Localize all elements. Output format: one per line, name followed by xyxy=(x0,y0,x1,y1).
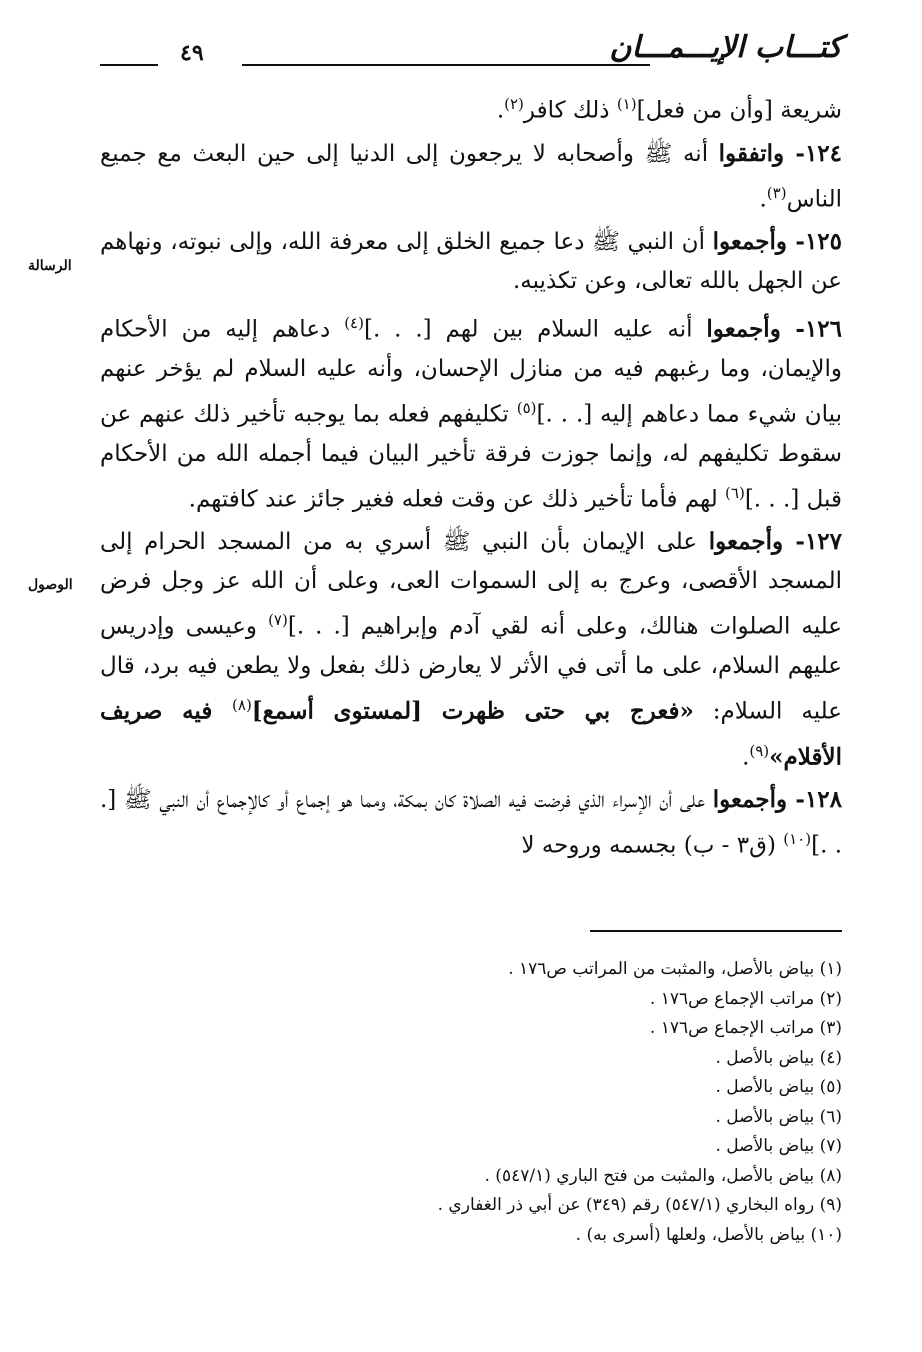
footnote-item: (٤) بياض بالأصل . xyxy=(715,1047,842,1068)
text-run: تكليفهم فعله بما يوجبه تأخير ذلك عنهم عن سقوط تكليفهم له، وإنما جوزت فرقة تأخير البيان فيما أجمله الله من الأحكام قبل [. . .] xyxy=(100,401,842,513)
paragraph-p124 xyxy=(100,134,842,220)
margin-note-wusul: الوصول xyxy=(28,577,73,593)
text-run: . xyxy=(742,744,750,771)
footnote-ref: (٥) xyxy=(516,398,537,417)
bold-run: «فعرج بي حتى ظهرت [لمستوى أسمع] xyxy=(251,697,694,725)
bold-run: ١٢٧- وأجمعوا xyxy=(708,528,843,556)
footnote-item: (٦) بياض بالأصل . xyxy=(715,1106,842,1127)
footnote-item: (٨) بياض بالأصل، والمثبت من فتح الباري (٥٤٧/١) . xyxy=(484,1165,842,1186)
bold-run: ١٢٥- وأجمعوا xyxy=(712,228,842,256)
book-title: كتـــاب الإيـــمـــان xyxy=(609,30,842,65)
footnote-item: (٥) بياض بالأصل . xyxy=(715,1077,842,1097)
footnote-ref: (١) xyxy=(616,95,637,113)
footnote-separator xyxy=(590,930,842,932)
footnote-item: (٩) رواه البخاري (٥٤٧/١) رقم (٣٤٩) عن أبي ذر الغفاري . xyxy=(437,1195,842,1215)
header-rule-short xyxy=(100,64,158,66)
bold-run: ١٢٦- وأجمعوا xyxy=(706,315,843,343)
text-run: دعاهم إليه من الأحكام والإيمان، وما رغبهم فيه من منازل الإحسان، وأنه عليه السلام لم يؤخر عنهم بيان شيء مما دعاهم إليه [. . .] xyxy=(100,316,842,428)
footnote-item: (٢) مراتب الإجماع ص١٧٦ . xyxy=(649,988,842,1009)
text-run: على الإيمان بأن النبي ﷺ أسري به من المسجد الحرام إلى المسجد الأقصى، وعرج به إلى السموات العى، وعلى أن الله عز وجل فرض عليه الصلوات هنالك، وعلى أنه لقي آدم وإبراهيم [. . .] xyxy=(100,529,843,640)
paragraph-p125 xyxy=(100,222,842,301)
text-run: أنه ﷺ وأصحابه لا يرجعون إلى الدنيا إلى حين البعث مع جميع الناس xyxy=(100,140,842,213)
footnote-item: (١٠) بياض بالأصل، ولعلها (أسرى به) . xyxy=(575,1224,842,1245)
footnote-ref: (٩) xyxy=(749,741,770,760)
footnote-ref: (٢) xyxy=(504,95,524,113)
text-run: على أن الإسراء الذي فرضت فيه الصلاة كان بمكة، ومما هو إجماع أو كالإجماع أن النبي ﷺ [. . .] xyxy=(100,787,842,859)
paragraph-p128 xyxy=(100,780,842,866)
footnote-ref: (٣) xyxy=(766,183,787,202)
text-run: أن النبي ﷺ دعا جميع الخلق إلى معرفة الله، وإلى نبوته، ونهاهم عن الجهل بالله تعالى، وعن تكذيبه. xyxy=(100,229,842,295)
footnote-item: (٣) مراتب الإجماع ص١٧٦ . xyxy=(649,1018,842,1038)
paragraph-p127 xyxy=(100,522,842,777)
bold-run: فيه صريف الأقلام» xyxy=(100,697,842,771)
text-run: لهم فأما تأخير ذلك عن وقت فعله فغير جائز عند كافتهم. xyxy=(188,486,726,513)
text-run: أنه عليه السلام بين لهم [. . .] xyxy=(363,316,707,343)
text-run: وعيسى وإدريس عليهم السلام، على ما أتى في الأثر لا يعارض ذلك بفعل ولا يطعن فيه برد، قال عليه السلام: xyxy=(100,613,842,725)
bold-run: ١٢٨- وأجمعوا xyxy=(712,786,842,814)
margin-note-risala: الرسالة xyxy=(28,258,72,274)
text-run: . xyxy=(759,186,767,213)
text-run: شريعة [وأن من فعل] xyxy=(636,97,842,124)
footnote-ref: (٧) xyxy=(268,611,288,630)
footnote-ref: (١٠) xyxy=(783,830,812,849)
running-header xyxy=(100,28,842,78)
text-run: ذلك كافر xyxy=(523,97,617,124)
footnote-ref: (٤) xyxy=(344,314,364,333)
text-run: (ق٣ - ب) بجسمه وروحه لا xyxy=(521,832,784,859)
footnote-ref: (٦) xyxy=(725,483,745,502)
paragraph-p0 xyxy=(100,85,842,131)
page-number: ٤٩ xyxy=(180,40,204,66)
bold-run: ١٢٤- واتفقوا xyxy=(718,139,842,167)
footnote-item: (٧) بياض بالأصل . xyxy=(715,1136,842,1156)
body-text xyxy=(100,85,842,869)
footnote-ref: (٨) xyxy=(232,695,252,714)
header-rule xyxy=(242,64,650,66)
paragraph-p126 xyxy=(100,304,842,519)
footnote-item: (١) بياض بالأصل، والمثبت من المراتب ص١٧٦ . xyxy=(508,959,842,979)
footnotes xyxy=(100,955,842,1250)
text-run: . xyxy=(496,97,505,124)
